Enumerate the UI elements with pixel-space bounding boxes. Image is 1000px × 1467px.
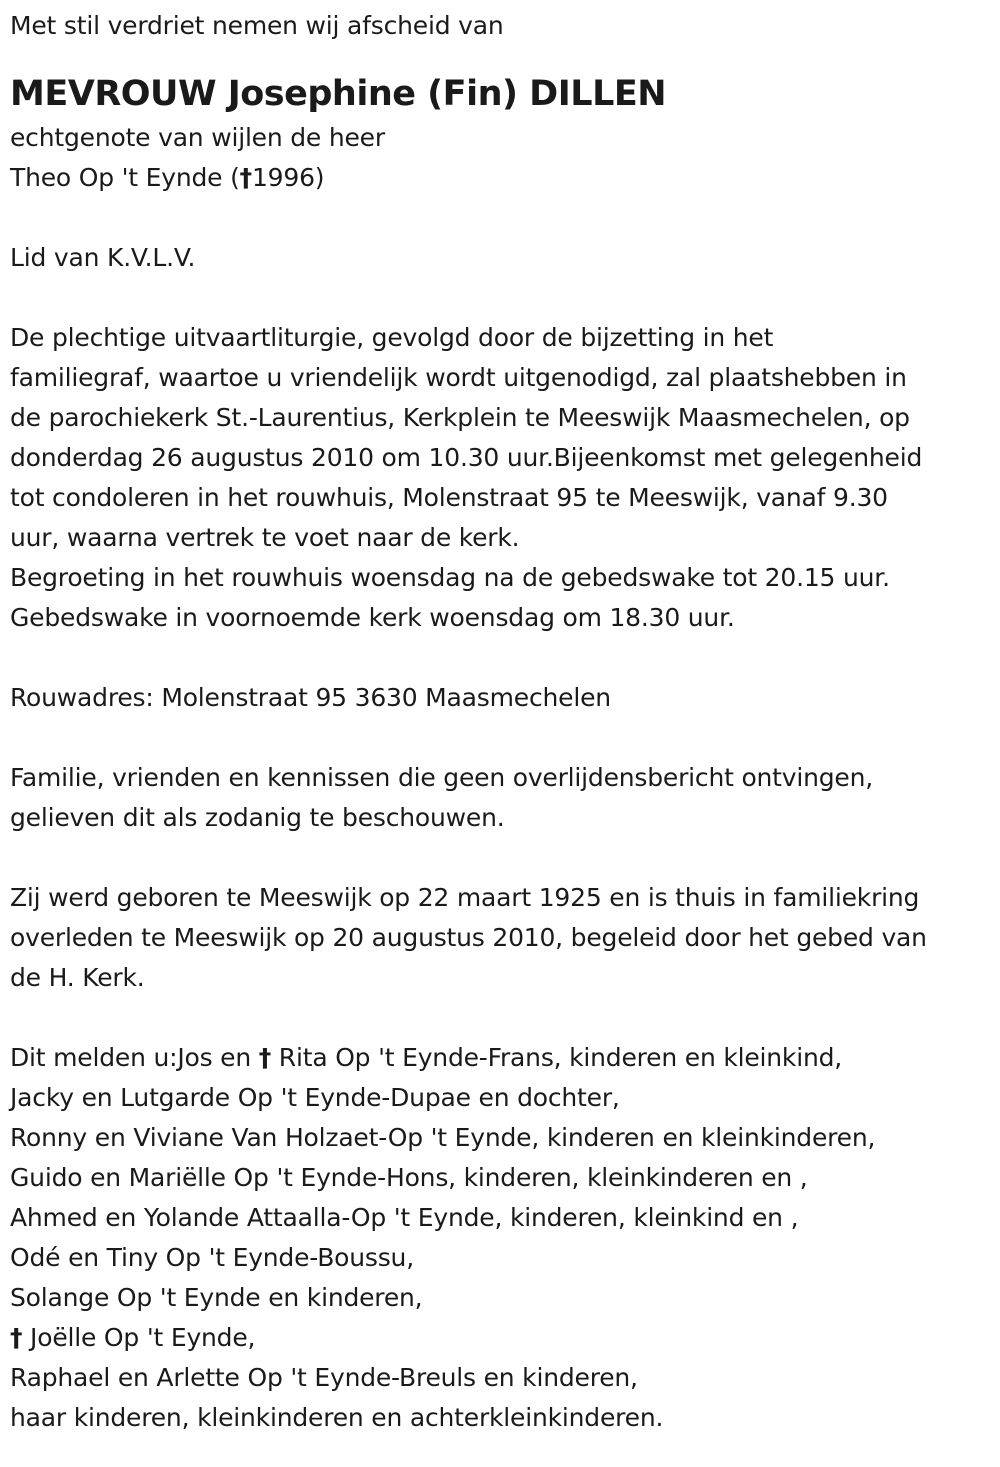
family-line: Raphael en Arlette Op 't Eynde-Breuls en kinderen, — [10, 1363, 638, 1392]
funeral-line: de parochiekerk St.-Laurentius, Kerkplein te Meeswijk Maasmechelen, op — [10, 403, 910, 432]
family-line: Jacky en Lutgarde Op 't Eynde-Dupae en dochter, — [10, 1083, 620, 1112]
spacer — [10, 718, 995, 758]
family-intro: Dit melden u:Jos en — [10, 1043, 259, 1072]
birth-line: overleden te Meeswijk op 20 augustus 2010, begeleid door het gebed van — [10, 923, 927, 952]
family-line-first — [10, 1038, 995, 1078]
family-member: Rita Op 't Eynde-Frans, kinderen en kleinkind, — [271, 1043, 843, 1072]
spouse-line-2 — [10, 158, 995, 198]
funeral-line: De plechtige uitvaartliturgie, gevolgd door de bijzetting in het — [10, 323, 774, 352]
family-member: Joëlle Op 't Eynde, — [22, 1323, 256, 1352]
notice-line: Familie, vrienden en kennissen die geen overlijdensbericht ontvingen, — [10, 763, 874, 792]
membership-text: Lid van K.V.L.V. — [10, 243, 196, 272]
family-line: Guido en Mariëlle Op 't Eynde-Hons, kinderen, kleinkinderen en , — [10, 1163, 808, 1192]
family-line: Ahmed en Yolande Attaalla-Op 't Eynde, kinderen, kleinkind en , — [10, 1203, 799, 1232]
notice-line: gelieven dit als zodanig te beschouwen. — [10, 803, 505, 832]
spacer — [10, 998, 995, 1038]
family-line: Ronny en Viviane Van Holzaet-Op 't Eynde, kinderen en kleinkinderen, — [10, 1123, 876, 1152]
funeral-line: uur, waarna vertrek te voet naar de kerk. — [10, 523, 520, 552]
spouse-line-1: echtgenote van wijlen de heer — [10, 123, 385, 152]
funeral-paragraph — [10, 318, 995, 638]
mourning-address: Rouwadres: Molenstraat 95 3630 Maasmechelen — [10, 683, 611, 712]
spacer — [10, 46, 995, 70]
notice-paragraph — [10, 758, 995, 838]
family-line: haar kinderen, kleinkinderen en achterkleinkinderen. — [10, 1403, 664, 1432]
family-line: Solange Op 't Eynde en kinderen, — [10, 1283, 423, 1312]
funeral-line: Begroeting in het rouwhuis woensdag na de gebedswake tot 20.15 uur. — [10, 563, 890, 592]
family-line-deceased — [10, 1318, 995, 1358]
funeral-line: tot condoleren in het rouwhuis, Molenstraat 95 te Meeswijk, vanaf 9.30 — [10, 483, 888, 512]
cross-icon: † — [10, 1323, 23, 1352]
cross-icon: † — [258, 1043, 272, 1072]
funeral-line: Gebedswake in voornoemde kerk woensdag om 18.30 uur. — [10, 603, 735, 632]
spacer — [10, 838, 995, 878]
funeral-line: donderdag 26 augustus 2010 om 10.30 uur.Bijeenkomst met gelegenheid — [10, 443, 923, 472]
spacer — [10, 198, 995, 238]
deceased-name: MEVROUW Josephine (Fin) DILLEN — [10, 74, 667, 114]
family-list — [10, 1038, 995, 1438]
intro-text: Met stil verdriet nemen wij afscheid van — [10, 11, 504, 40]
birth-line: de H. Kerk. — [10, 963, 145, 992]
spouse-name: Theo Op 't Eynde ( — [10, 163, 240, 192]
family-line: Odé en Tiny Op 't Eynde-Boussu, — [10, 1243, 414, 1272]
spacer — [10, 638, 995, 678]
spouse-death-year: 1996) — [251, 163, 325, 192]
birth-paragraph — [10, 878, 995, 998]
cross-icon: † — [239, 163, 252, 192]
obituary-notice — [10, 0, 995, 1438]
funeral-line: familiegraf, waartoe u vriendelijk wordt uitgenodigd, zal plaatshebben in — [10, 363, 907, 392]
spacer — [10, 278, 995, 318]
birth-line: Zij werd geboren te Meeswijk op 22 maart 1925 en is thuis in familiekring — [10, 883, 920, 912]
